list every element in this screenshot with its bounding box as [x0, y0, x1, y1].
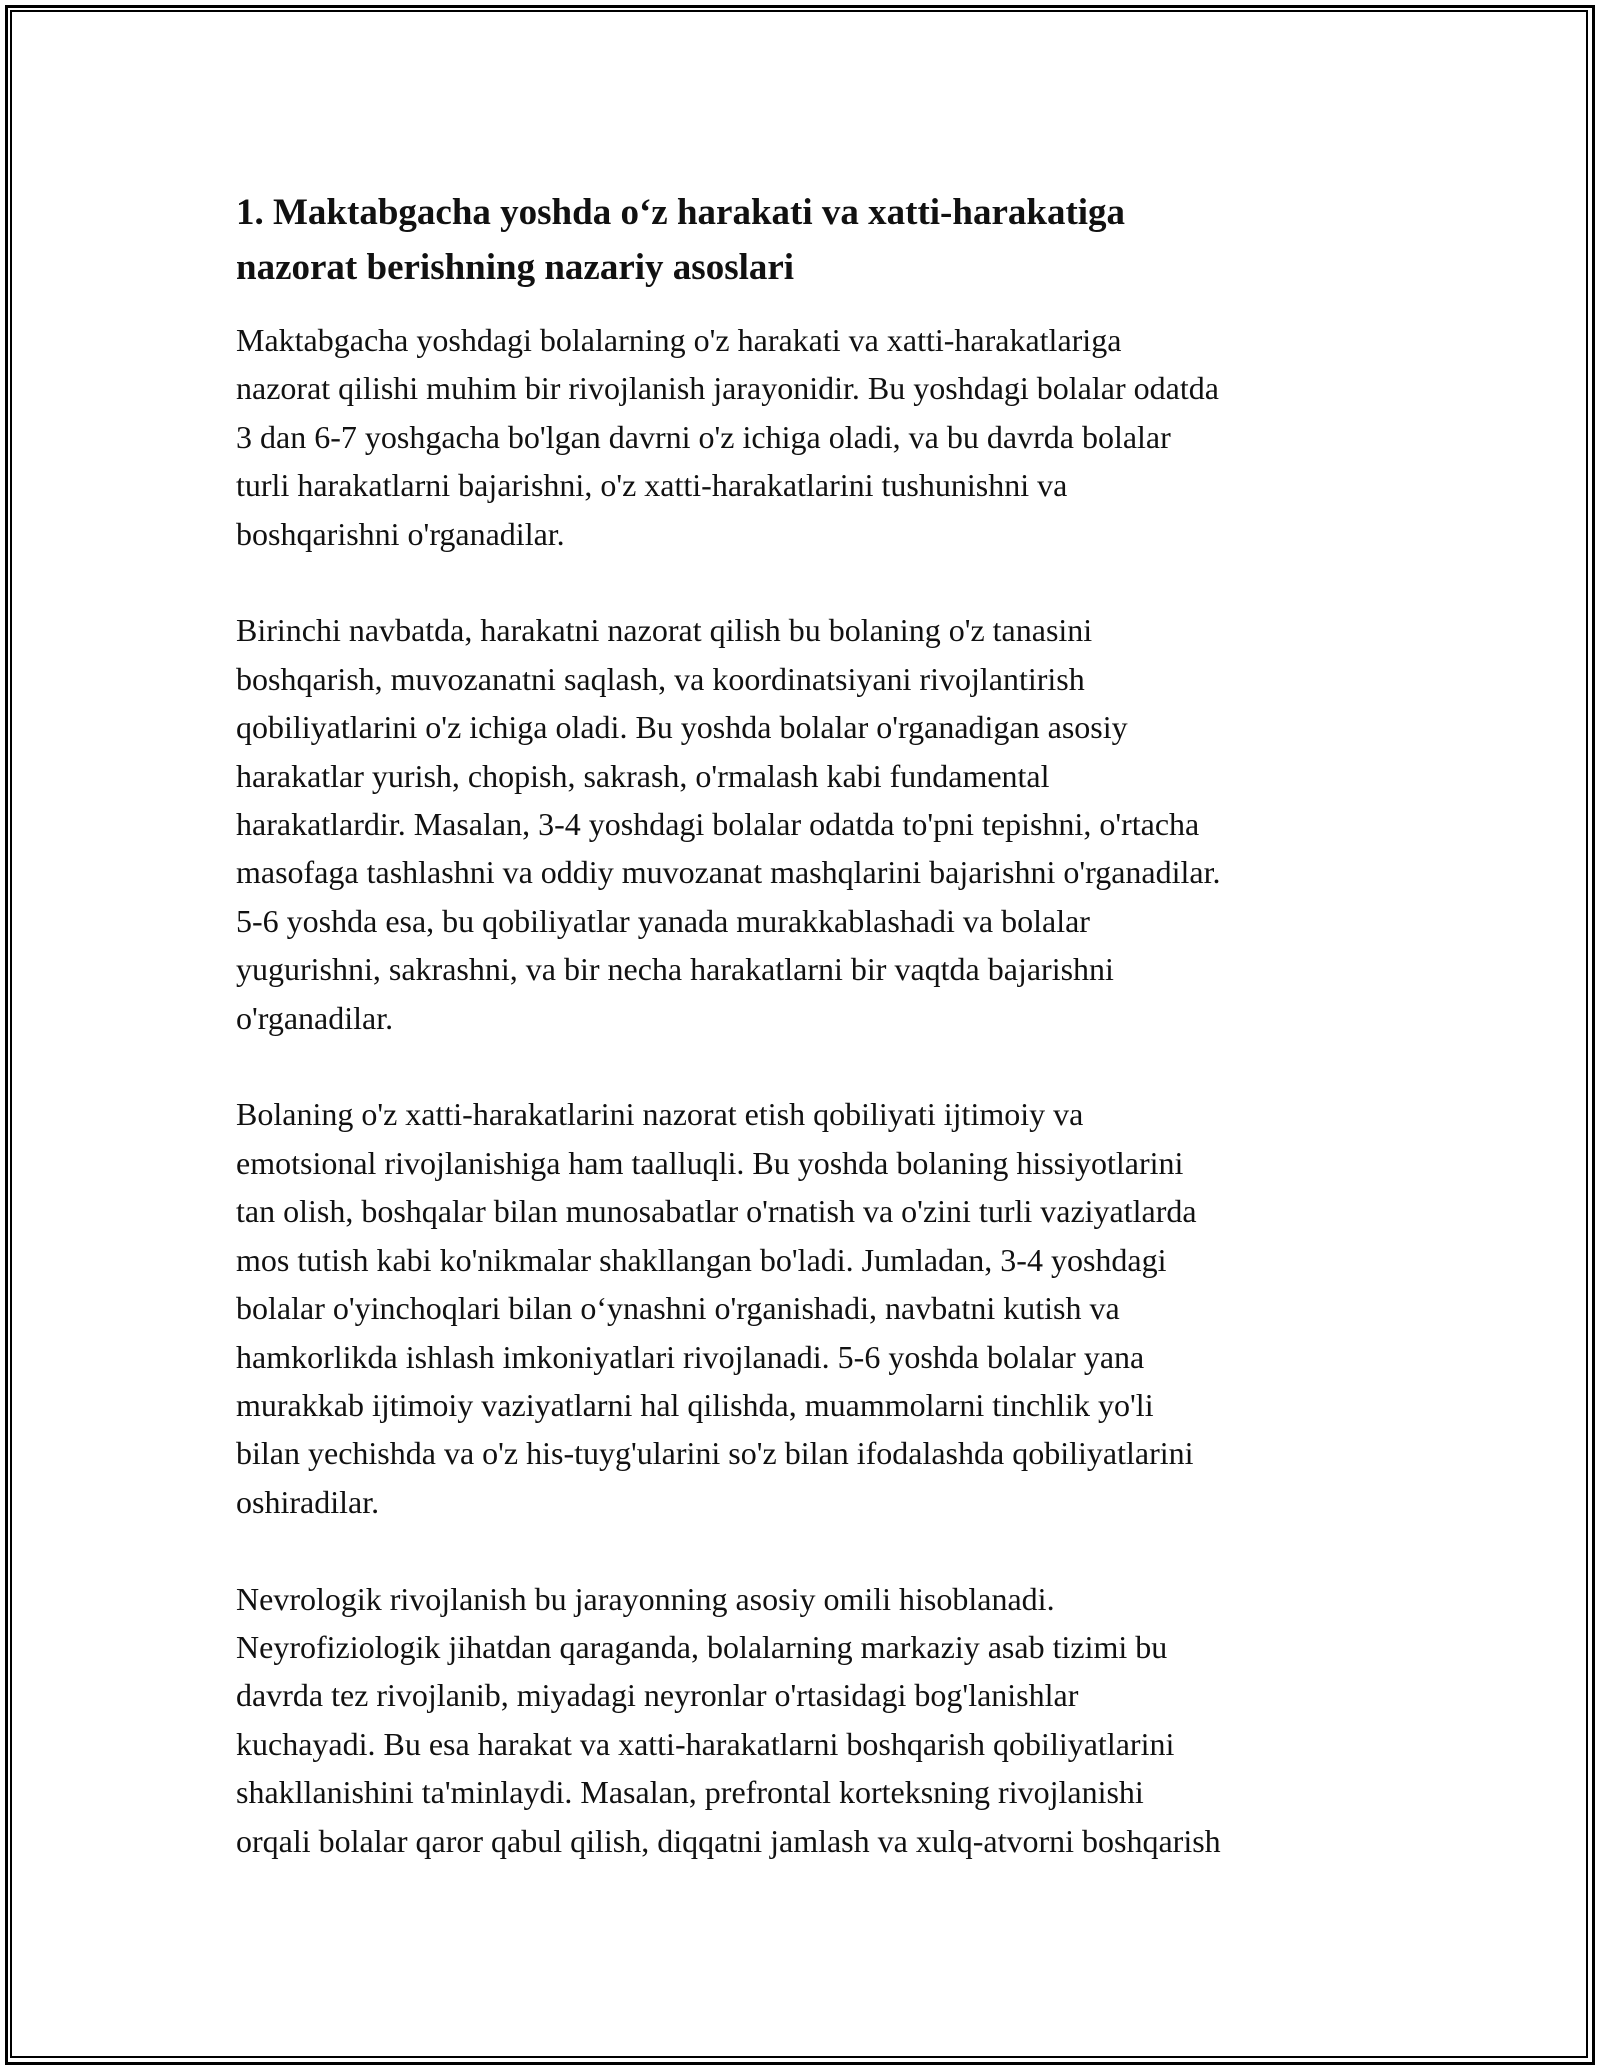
- paragraph-line: Birinchi navbatda, harakatni nazorat qilish bu bolaning o'z tanasini: [236, 612, 1093, 649]
- paragraph-line: 3 dan 6-7 yoshgacha bo'lgan davrni o'z ichiga oladi, va bu davrda bolalar: [236, 418, 1171, 455]
- paragraph-line: yugurishni, sakrashni, va bir necha harakatlarni bir vaqtda bajarishni: [236, 951, 1114, 988]
- paragraph-line: harakatlar yurish, chopish, sakrash, o'rmalash kabi fundamental: [236, 757, 1050, 794]
- paragraph-1: [236, 316, 1386, 558]
- paragraph-line: hamkorlikda ishlash imkoniyatlari rivojlanadi. 5-6 yoshda bolalar yana: [236, 1338, 1145, 1375]
- paragraph-line: oshiradilar.: [236, 1483, 380, 1520]
- paragraph-line: davrda tez rivojlanib, miyadagi neyronlar o'rtasidagi bog'lanishlar: [236, 1677, 1079, 1714]
- paragraph-line: Neyrofiziologik jihatdan qaraganda, bolalarning markaziy asab tizimi bu: [236, 1628, 1168, 1665]
- section-heading: [236, 185, 1386, 295]
- paragraph-line: shakllanishini ta'minlaydi. Masalan, prefrontal korteksning rivojlanishi: [236, 1774, 1144, 1811]
- paragraph-line: Bolaning o'z xatti-harakatlarini nazorat etish qobiliyati ijtimoiy va: [236, 1096, 1084, 1133]
- paragraph-line: turli harakatlarni bajarishni, o'z xatti-harakatlarini tushunishni va: [236, 467, 1068, 504]
- paragraph-line: o'rganadilar.: [236, 999, 394, 1036]
- paragraph-line: nazorat qilishi muhim bir rivojlanish jarayonidir. Bu yoshdagi bolalar odatda: [236, 370, 1219, 407]
- paragraph-line: tan olish, boshqalar bilan munosabatlar o'rnatish va o'zini turli vaziyatlarda: [236, 1193, 1197, 1230]
- paragraph-line: kuchayadi. Bu esa harakat va xatti-harakatlarni boshqarish qobiliyatlarini: [236, 1725, 1175, 1762]
- paragraph-line: harakatlardir. Masalan, 3-4 yoshdagi bolalar odatda to'pni tepishni, o'rtacha: [236, 806, 1200, 843]
- document-content: [236, 185, 1386, 1913]
- paragraph-2: [236, 606, 1386, 1042]
- paragraph-line: masofaga tashlashni va oddiy muvozanat mashqlarini bajarishni o'rganadilar.: [236, 854, 1221, 891]
- paragraph-line: boshqarishni o'rganadilar.: [236, 515, 565, 552]
- paragraph-line: Nevrologik rivojlanish bu jarayonning asosiy omili hisoblanadi.: [236, 1580, 1055, 1617]
- paragraph-line: bolalar o'yinchoqlari bilan o‘ynashni o'rganishadi, navbatni kutish va: [236, 1290, 1120, 1327]
- paragraph-3: [236, 1090, 1386, 1526]
- paragraph-line: murakkab ijtimoiy vaziyatlarni hal qilishda, muammolarni tinchlik yo'li: [236, 1386, 1154, 1423]
- paragraph-line: bilan yechishda va o'z his-tuyg'ularini so'z bilan ifodalashda qobiliyatlarini: [236, 1435, 1194, 1472]
- paragraph-4: [236, 1575, 1386, 1865]
- paragraph-line: orqali bolalar qaror qabul qilish, diqqatni jamlash va xulq-atvorni boshqarish: [236, 1822, 1221, 1859]
- paragraph-line: qobiliyatlarini o'z ichiga oladi. Bu yoshda bolalar o'rganadigan asosiy: [236, 709, 1128, 746]
- heading-line: 1. Maktabgacha yoshda o‘z harakati va xatti-harakatiga: [236, 192, 1126, 233]
- paragraph-line: Maktabgacha yoshdagi bolalarning o'z harakati va xatti-harakatlariga: [236, 322, 1122, 358]
- paragraph-line: mos tutish kabi ko'nikmalar shakllangan bo'ladi. Jumladan, 3-4 yoshdagi: [236, 1241, 1167, 1278]
- paragraph-line: emotsional rivojlanishiga ham taalluqli. Bu yoshda bolaning hissiyotlarini: [236, 1144, 1184, 1181]
- paragraph-line: 5-6 yoshda esa, bu qobiliyatlar yanada murakkablashadi va bolalar: [236, 902, 1090, 939]
- paragraph-line: boshqarish, muvozanatni saqlash, va koordinatsiyani rivojlantirish: [236, 660, 1085, 697]
- heading-line: nazorat berishning nazariy asoslari: [236, 247, 795, 288]
